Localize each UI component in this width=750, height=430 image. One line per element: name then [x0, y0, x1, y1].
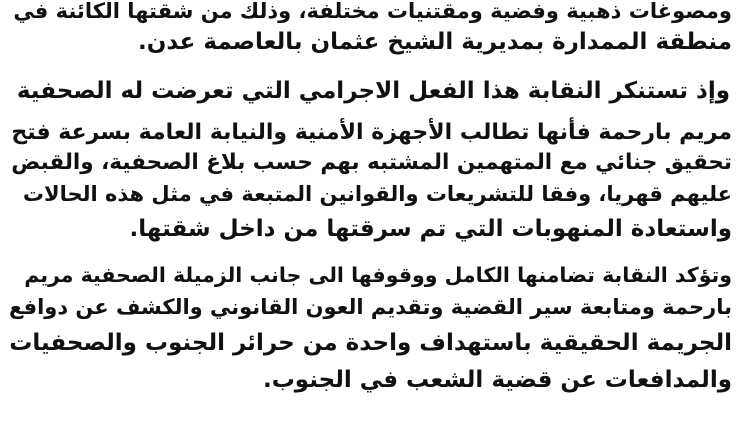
paragraph-2-line-3: تحقيق جنائي مع المتهمين المشتبه بهم حسب بلاغ الصحفية، والقبض [11, 150, 732, 175]
paragraph-2-line-4: عليهم قهريا، وفقا للتشريعات والقوانين المتبعة في مثل هذه الحالات [22, 182, 732, 206]
paragraph-2-line-5: واستعادة المنهوبات التي تم سرقتها من داخل شقتها. [129, 216, 732, 242]
paragraph-2-line-1: وإذ تستنكر النقابة هذا الفعل الاجرامي التي تعرضت له الصحفية [16, 78, 730, 104]
paragraph-3-line-1: وتؤكد النقابة تضامنها الكامل ووقوفها الى جانب الزميلة الصحفية مريم [24, 263, 732, 287]
paragraph-3-line-3: الجريمة الحقيقية باستهداف واحدة من حرائر الجنوب والصحفيات [9, 330, 732, 356]
paragraph-3-line-4: والمدافعات عن قضية الشعب في الجنوب. [262, 367, 732, 393]
paragraph-3-line-2: بارحمة ومتابعة سير القضية وتقديم العون القانوني والكشف عن دوافع [8, 295, 732, 319]
paragraph-2-line-2: مريم بارحمة فأنها تطالب الأجهزة الأمنية والنيابة العامة بسرعة فتح [11, 120, 732, 145]
paragraph-1-line-1: ومصوغات ذهبية وفضية ومقتنيات مختلفة، وذلك من شقتها الكائنة في [13, 0, 732, 23]
paragraph-1-line-2: منطقة الممدارة بمديرية الشيخ عثمان بالعاصمة عدن. [138, 29, 732, 55]
